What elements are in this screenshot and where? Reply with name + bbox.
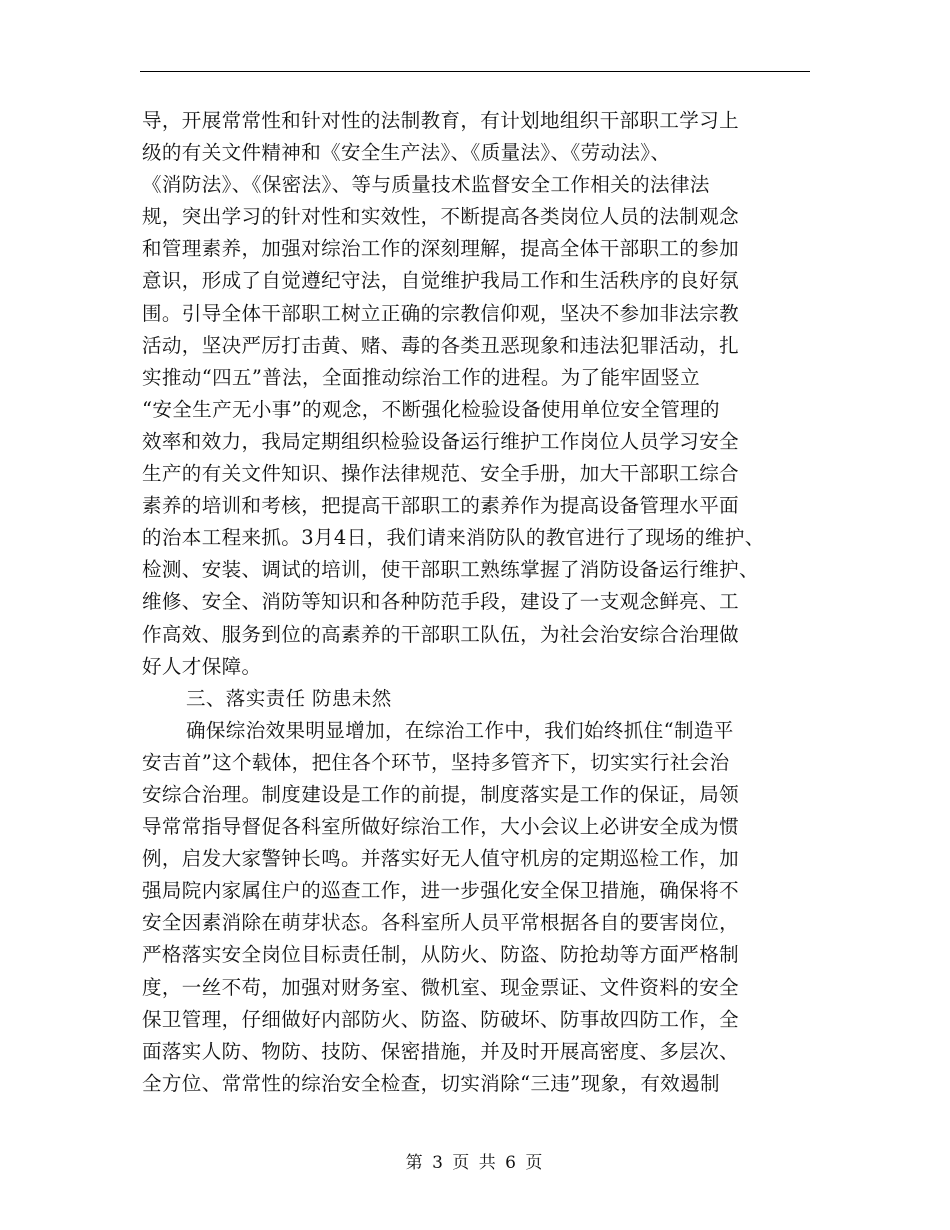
- text-line: 保卫管理，仔细做好内部防火、防盗、防破坏、防事故四防工作，全: [142, 1007, 740, 1031]
- text-line: 全方位、常常性的综治安全检查，切实消除“三违”现象，有效遏制: [142, 1071, 720, 1095]
- text-line: 安综合治理。制度建设是工作的前提，制度落实是工作的保证，局领: [142, 782, 740, 806]
- text-line: 安吉首”这个载体，把住各个环节，坚持多管齐下，切实实行社会治: [142, 750, 730, 774]
- text-line: 级的有关文件精神和《安全生产法》、《质量法》、《劳动法》、: [142, 141, 671, 165]
- text-line: 意识，形成了自觉遵纪守法，自觉维护我局工作和生活秩序的良好氛: [142, 269, 740, 293]
- text-line: 强局院内家属住户的巡查工作，进一步强化安全保卫措施，确保将不: [142, 879, 740, 903]
- section-heading: 三、落实责任 防患未然: [186, 686, 392, 710]
- text-line: 维修、安全、消防等知识和各种防范手段，建设了一支观念鲜亮、工: [142, 590, 740, 614]
- text-line: 效率和效力，我局定期组织检验设备运行维护工作岗位人员学习安全: [142, 429, 740, 453]
- text-line: “安全生产无小事”的观念，不断强化检验设备使用单位安全管理的: [142, 397, 720, 421]
- text-line: 好人才保障。: [142, 654, 262, 678]
- text-line: 《消防法》、《保密法》、等与质量技术监督安全工作相关的法律法: [142, 173, 710, 197]
- text-line: 规，突出学习的针对性和实效性，不断提高各类岗位人员的法制观念: [142, 205, 740, 229]
- text-line: 安全因素消除在萌芽状态。各科室所人员平常根据各自的要害岗位，: [142, 911, 740, 935]
- text-line: 面落实人防、物防、技防、保密措施，并及时开展高密度、多层次、: [142, 1039, 740, 1063]
- text-line: 活动，坚决严厉打击黄、赌、毒的各类丑恶现象和违法犯罪活动，扎: [142, 333, 740, 357]
- text-line: 导，开展常常性和针对性的法制教育，有计划地组织干部职工学习上: [142, 109, 740, 132]
- text-line: 例，启发大家警钟长鸣。并落实好无人值守机房的定期巡检工作，加: [142, 847, 740, 871]
- text-line: 导常常指导督促各科室所做好综治工作，大小会议上必讲安全成为惯: [142, 815, 740, 839]
- text-line: 实推动“四五”普法，全面推动综治工作的进程。为了能牢固竖立: [142, 365, 701, 389]
- text-line: 严格落实安全岗位目标责任制，从防火、防盗、防抢劫等方面严格制: [142, 943, 740, 967]
- document-body: [142, 105, 812, 1100]
- text-line: 作高效、服务到位的高素养的干部职工队伍，为社会治安综合治理做: [142, 622, 740, 646]
- text-line: 检测、安装、调试的培训，使干部职工熟练掌握了消防设备运行维护、: [142, 558, 759, 582]
- page-number-footer: 第 3 页 共 6 页: [405, 1153, 545, 1173]
- header-rule: [140, 71, 810, 72]
- text-line: 生产的有关文件知识、操作法律规范、安全手册，加大干部职工综合: [142, 462, 740, 486]
- text-line: 和管理素养，加强对综治工作的深刻理解，提高全体干部职工的参加: [142, 237, 740, 261]
- text-line: 度，一丝不苟，加强对财务室、微机室、现金票证、文件资料的安全: [142, 975, 740, 999]
- text-line: 确保综治效果明显增加，在综治工作中，我们始终抓住“制造平: [186, 718, 734, 742]
- text-line: 围。引导全体干部职工树立正确的宗教信仰观，坚决不参加非法宗教: [142, 301, 740, 325]
- text-line: 的治本工程来抓。3月4日，我们请来消防队的教官进行了现场的维护、: [142, 526, 765, 550]
- text-line: 素养的培训和考核，把提高干部职工的素养作为提高设备管理水平面: [142, 494, 740, 518]
